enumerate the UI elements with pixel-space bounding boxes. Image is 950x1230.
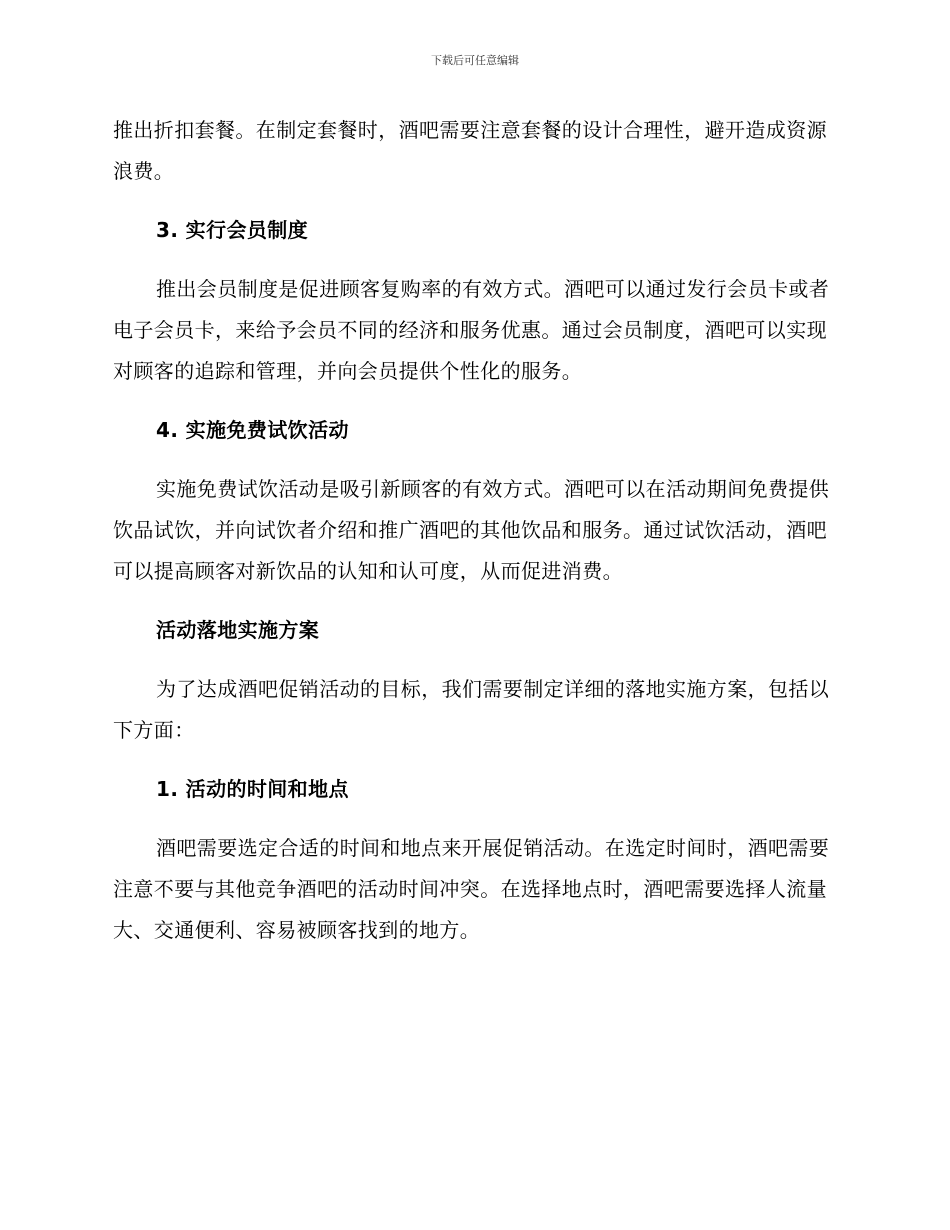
heading-implementation-plan: 活动落地实施方案 [156, 618, 320, 642]
heading-free-tasting: 4. 实施免费试饮活动 [156, 418, 349, 442]
paragraph-free-tasting: 实施免费试饮活动是吸引新顾客的有效方式。酒吧可以在活动期间免费提供饮品试饮，并向试饮者介绍和推广酒吧的其他饮品和服务。通过试饮活动，酒吧可以提高顾客对新饮品的认知和认可度，从而促进消费。 [113, 477, 830, 583]
heading-membership: 3. 实行会员制度 [156, 218, 309, 242]
paragraph-implementation-intro: 为了达成酒吧促销活动的目标，我们需要制定详细的落地实施方案，包括以下方面： [113, 677, 830, 742]
document-body [113, 110, 833, 951]
paragraph-membership: 推出会员制度是促进顾客复购率的有效方式。酒吧可以通过发行会员卡或者电子会员卡，来给予会员不同的经济和服务优惠。通过会员制度，酒吧可以实现对顾客的追踪和管理，并向会员提供个性化的服务。 [113, 277, 830, 383]
heading-time-and-place: 1. 活动的时间和地点 [156, 777, 349, 801]
paragraph-time-and-place: 酒吧需要选定合适的时间和地点来开展促销活动。在选定时间时，酒吧需要注意不要与其他竞争酒吧的活动时间冲突。在选择地点时，酒吧需要选择人流量大、交通便利、容易被顾客找到的地方。 [113, 836, 830, 942]
header-note: 下载后可任意编辑 [431, 54, 519, 67]
paragraph-discount-package: 推出折扣套餐。在制定套餐时，酒吧需要注意套餐的设计合理性，避开造成资源浪费。 [113, 118, 827, 183]
